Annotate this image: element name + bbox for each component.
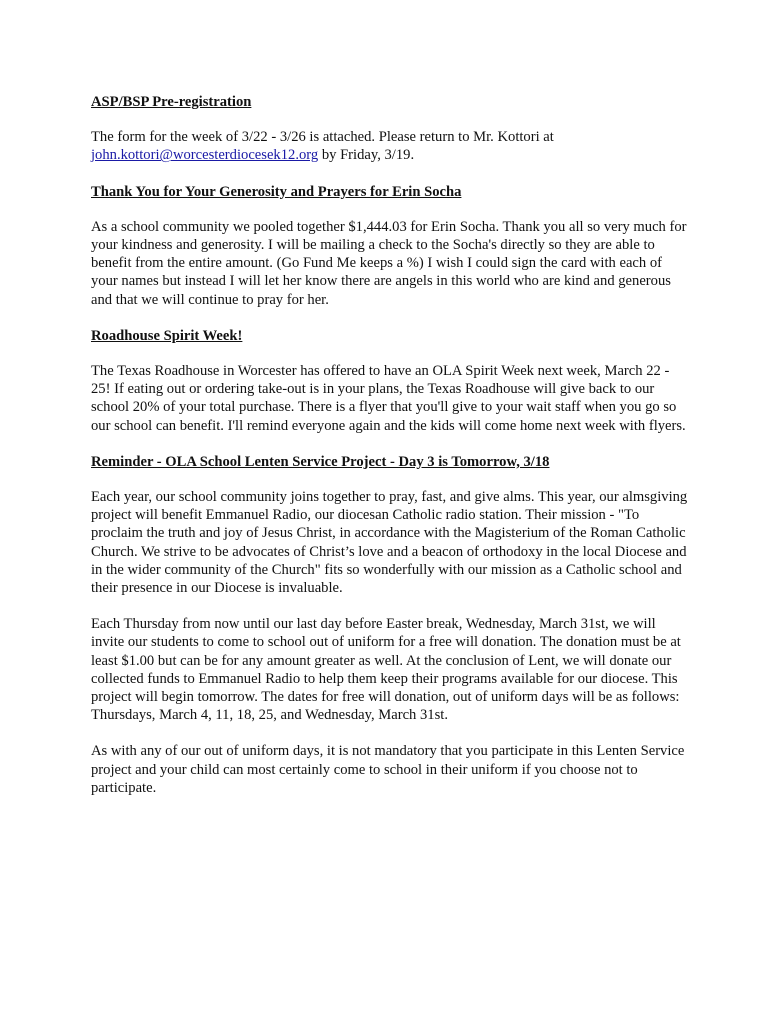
lenten-paragraph-2: Each Thursday from now until our last day before Easter break, Wednesday, March 31st, we will invite our students to come to school out of uniform for a free will donation. The donation must be at least $1.00 but can be for any amount greater as well. At the conclusion of Lent, we will donate our collected funds to Emmanuel Radio to help them keep their programs available for our diocese. This project will begin tomorrow. The dates for free will donation, out of uniform days will be as follows: Thursdays, March 4, 11, 18, 25, and Wednesday, March 31st. [91,616,681,724]
section-heading-roadhouse: Roadhouse Spirit Week! [91,327,243,344]
email-link[interactable]: john.kottori@worcesterdiocesek12.org [91,147,319,164]
erin-socha-paragraph: As a school community we pooled together $1,444.03 for Erin Socha. Thank you all so very much for your kindness and generosity. I will be mailing a check to the Socha's directly so they are able to benefit from the entire amount. (Go Fund Me keeps a %) I wish I could sign the card with each of your names but instead I will let her know there are angels in this world who are kind and generous and that we will continue to pray for her. [91,218,687,308]
asp-text-before: The form for the week of 3/22 - 3/26 is attached. Please return to Mr. Kottori at [91,129,554,146]
asp-text-after: by Friday, 3/19. [318,147,415,164]
section-heading-lenten-project: Reminder - OLA School Lenten Service Project - Day 3 is Tomorrow, 3/18 [91,453,550,470]
lenten-paragraph-3: As with any of our out of uniform days, it is not mandatory that you participate in this Lenten Service project and your child can most certainly come to school in their uniform if you choose not to participate. [91,743,685,796]
roadhouse-paragraph: The Texas Roadhouse in Worcester has offered to have an OLA Spirit Week next week, March 22 - 25! If eating out or ordering take-out is in your plans, the Texas Roadhouse will give back to our school 20% of your total purchase. There is a flyer that you'll give to your wait staff when you go so our school can benefit. I'll remind everyone again and the kids will come home next week with flyers. [91,363,686,434]
section-heading-erin-socha: Thank You for Your Generosity and Prayers for Erin Socha [91,183,462,200]
section-heading-asp-bsp: ASP/BSP Pre-registration [91,94,252,110]
lenten-paragraph-1: Each year, our school community joins together to pray, fast, and give alms. This year, our almsgiving project will benefit Emmanuel Radio, our diocesan Catholic radio station. Their mission - "To proclaim the truth and joy of Jesus Christ, in accordance with the Magisterium of the Roman Catholic Church. We strive to be advocates of Christ’s love and a beacon of orthodoxy in the local Diocese and in the wider community of the Church" fits so wonderfully with our mission as a Catholic school and their presence in our Diocese is invaluable. [91,489,688,597]
newsletter-page [91,93,691,815]
asp-bsp-paragraph [91,128,691,164]
